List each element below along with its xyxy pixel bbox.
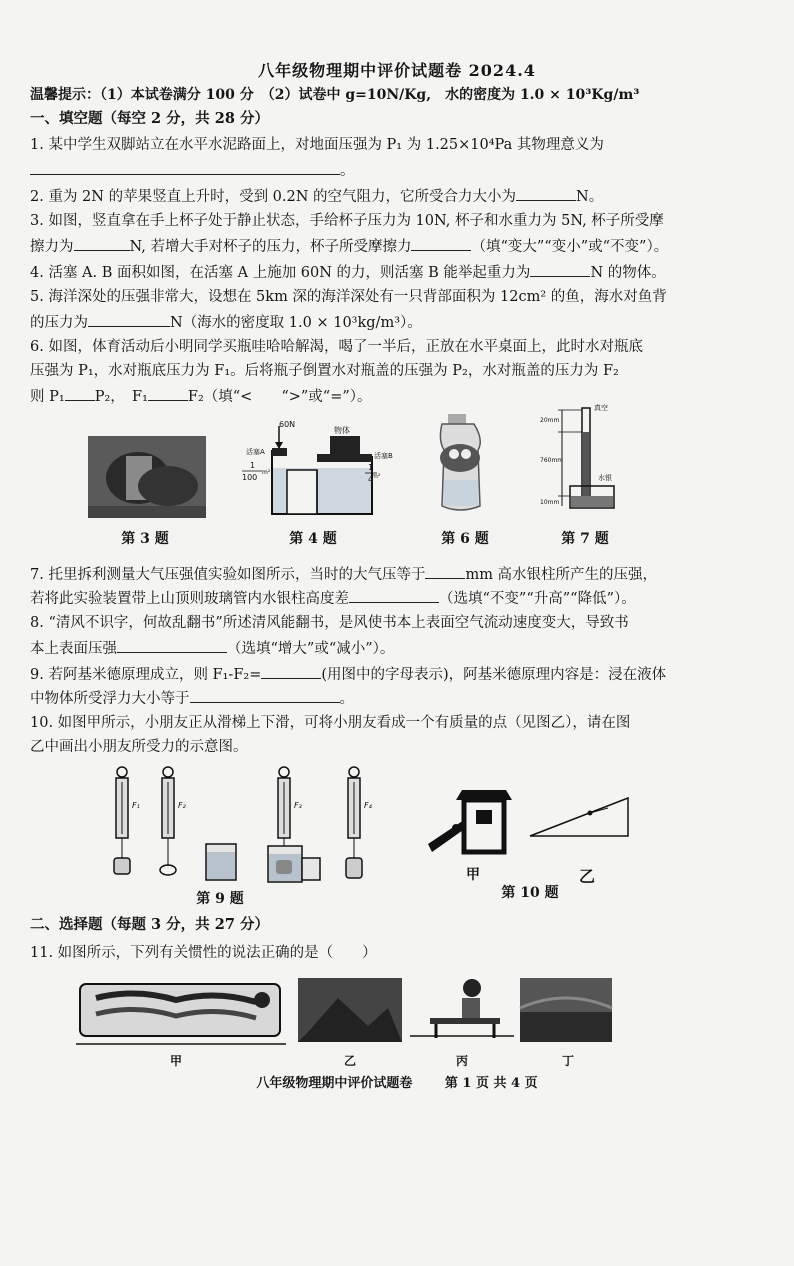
q3-line-a: 3. 如图，竖直拿在手上杯子处于静止状态，手给杯子压力为 10N, 杯子和水重力为 5N, 杯子所受摩 (30, 213, 664, 229)
q4-line (30, 262, 770, 282)
q6-line-a: 6. 如图，体育活动后小明同学买瓶哇哈哈解渴，喝了一半后，正放在水平桌面上，此时水对瓶底 (30, 339, 643, 355)
q8-part2: （选填“增大”或“减小”）。 (227, 641, 395, 657)
q11-ding-photo (520, 978, 612, 1042)
fig4-area-b-den: 4 (368, 475, 374, 484)
fig10-caption: 第 10 题 (501, 885, 559, 901)
q11-image-jia[interactable] (76, 978, 286, 1048)
q11-text: 11. 如图所示，下列有关惯性的说法正确的是（ ） (30, 945, 377, 961)
q9-blank-1[interactable] (261, 664, 321, 679)
fig3-caption: 第 3 题 (121, 531, 169, 547)
q9-line-a (30, 664, 770, 684)
fig10-jia-label: 甲 (466, 867, 480, 883)
q3-part2: N, 若增大手对杯子的压力，杯子所受摩擦力 (129, 239, 412, 255)
fig7-vacuum-label: 真空 (594, 404, 608, 412)
q9-part3: 中物体所受浮力大小等于 (30, 691, 190, 707)
q6-blank-2[interactable] (148, 386, 188, 401)
q5-blank[interactable] (88, 312, 170, 327)
q6-line-b: 压强为 P₁，水对瓶底压力为 F₁。后将瓶子倒置水对瓶盖的压强为 P₂，水对瓶盖的压力为 F₂ (30, 363, 619, 379)
fig10-slide-image (426, 780, 516, 860)
q10-line-a: 10. 如图甲所示，小朋友正从滑梯上下滑，可将小朋友看成一个有质量的点（见图乙），请在图 (30, 715, 631, 731)
q7-blank-1[interactable] (425, 564, 465, 579)
fig9-f2-label: F₂ (178, 801, 186, 810)
fig4-area-b-num: 1 (368, 463, 374, 472)
fig9-caption: 第 9 题 (196, 891, 244, 907)
q5-line-a: 5. 海洋深处的压强非常大，设想在 5km 深的海洋深处有一只背部面积为 12cm² 的鱼，海水对鱼背 (30, 289, 667, 305)
section1-heading: 一、填空题（每空 2 分，共 28 分） (30, 110, 269, 127)
fig4-area-a-den: 100 (242, 473, 258, 482)
page-title: 八年级物理期中评价试题卷 2024.4 (258, 61, 536, 80)
fig9-f3-label: F₃ (294, 801, 302, 810)
q2-blank[interactable] (516, 186, 576, 201)
q6-part3: F₂（填“< “>”或“=”）。 (187, 389, 372, 405)
q2-text: 2. 重为 2N 的苹果竖直上升时，受到 0.2N 的空气阻力，它所受合力大小为 (30, 189, 517, 205)
q6-part1: 则 P₁ (30, 389, 65, 405)
q11-label-ding: 丁 (562, 1054, 575, 1068)
fig7-h3-label: 10mm (540, 499, 560, 506)
q7-blank-2[interactable] (349, 588, 439, 603)
q7-part1: 7. 托里拆利测量大气压强值实验如图所示，当时的大气压等于 (30, 567, 426, 583)
fig3-photo (88, 436, 206, 518)
q3-blank-1[interactable] (74, 236, 130, 251)
section2-heading: 二、选择题（每题 3 分，共 27 分） (30, 916, 269, 933)
q9-part1: 9. 若阿基米德原理成立，则 F₁-F₂= (30, 667, 262, 683)
fig9-f4-label: F₄ (364, 801, 372, 810)
fig6-bottle-image (430, 410, 500, 520)
q5-part2: N（海水的密度取 1.0 × 10³kg/m³）。 (170, 315, 422, 331)
q11-line (30, 944, 770, 962)
fig4-caption: 第 4 题 (289, 531, 337, 547)
q4-blank[interactable] (530, 262, 590, 277)
q7-part2: mm 高水银柱所产生的压强， (465, 567, 658, 583)
footer-page-number: 第 1 页 共 4 页 (444, 1076, 538, 1091)
q2-line (30, 186, 770, 206)
fig4-area-a-unit: m² (262, 469, 271, 476)
fig10-yi-label: 乙 (578, 867, 595, 886)
q8-blank[interactable] (117, 638, 227, 653)
q11-label-yi: 乙 (344, 1054, 357, 1068)
q1-answer-line: 。 (30, 160, 770, 180)
fig7-caption: 第 7 题 (561, 531, 609, 547)
q7-line-a (30, 564, 770, 584)
fig7-mercury-label: 水银 (598, 474, 612, 482)
page-footer (0, 1072, 794, 1091)
fig6-caption: 第 6 题 (441, 531, 489, 547)
q3-part1: 擦力为 (30, 239, 74, 255)
q4-text: 4. 活塞 A. B 面积如图，在活塞 A 上施加 60N 的力，则活塞 B 能举起重力为 (30, 265, 531, 281)
fig4-area-a-num: 1 (250, 461, 256, 470)
fig4-force-label: 60N (279, 420, 296, 429)
q7-line-b (30, 588, 770, 608)
q4-end: N 的物体。 (590, 265, 666, 281)
q9-line-b (30, 688, 770, 708)
fig7-h2-label: 760mm (540, 457, 564, 464)
fig4-object-label: 物体 (334, 426, 350, 435)
tips-line: 温馨提示：（1）本试卷满分 100 分 （2）试卷中 g=10N/Kg, 水的密度为 1.0 × 10³Kg/m³ (30, 87, 640, 103)
fig7-h1-label: 20mm (540, 417, 560, 424)
q6-part2: P₂， F₁ (94, 389, 148, 405)
hand-cup-image (88, 436, 206, 518)
fig10-incline-diagram (528, 794, 632, 840)
fig4-piston-a-label: 活塞A (246, 448, 265, 456)
q3-line-b (30, 236, 770, 256)
q3-part3: （填“变大”“变小”或“不变”）。 (471, 239, 669, 255)
q10-line-b: 乙中画出小朋友所受力的示意图。 (30, 739, 248, 755)
q3-blank-2[interactable] (411, 236, 471, 251)
q9-part4: 。 (339, 691, 354, 707)
q1-blank[interactable] (30, 160, 340, 175)
q8-line-a: 8. “清风不识字，何故乱翻书”所述清风能翻书，是风使书本上表面空气流动速度变大，导致书 (30, 615, 629, 631)
q11-image-ding[interactable] (520, 978, 612, 1042)
q5-part1: 的压力为 (30, 315, 88, 331)
q1-text: 1. 某中学生双脚站立在水平水泥路面上，对地面压强为 P₁ 为 1.25×10⁴Pa 其物理意义为 (30, 137, 604, 153)
fig9-f1-label: F₁ (132, 801, 140, 810)
q11-yi-photo (298, 978, 402, 1042)
q11-image-yi[interactable] (298, 978, 402, 1042)
q6-line-c (30, 386, 770, 406)
q2-end: N。 (576, 189, 604, 205)
fig4-area-b-unit: m² (372, 473, 381, 480)
q11-label-jia: 甲 (170, 1054, 183, 1068)
q8-part1: 本上表面压强 (30, 641, 117, 657)
q8-line-b (30, 638, 770, 658)
q11-label-bing: 丙 (456, 1054, 469, 1068)
q9-blank-2[interactable] (190, 688, 340, 703)
fig9-spring-scales (100, 762, 380, 884)
fig4-piston-b-label: 活塞B (374, 452, 393, 460)
q7-part4: （选填“不变”“升高”“降低”）。 (439, 591, 636, 607)
footer-title: 八年级物理期中评价试题卷 (256, 1076, 413, 1091)
fig4-hydraulic-diagram (232, 418, 393, 522)
q9-part2: (用图中的字母表示)，阿基米德原理内容是：浸在液体 (321, 667, 667, 683)
fig7-torricelli-diagram (540, 402, 630, 522)
q11-image-bing[interactable] (410, 976, 514, 1046)
q6-blank-1[interactable] (65, 386, 95, 401)
q7-part3: 若将此实验装置带上山顶则玻璃管内水银柱高度差 (30, 591, 349, 607)
q5-line-b (30, 312, 770, 332)
